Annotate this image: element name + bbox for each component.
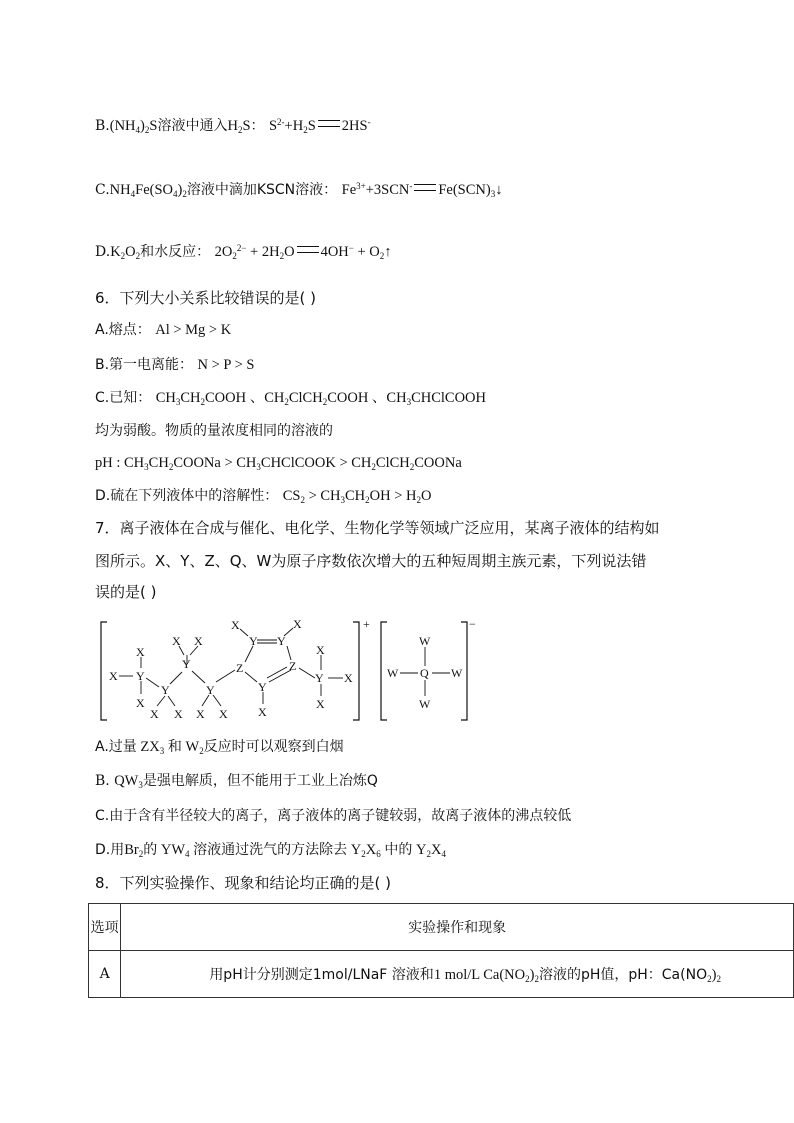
option-text: 反应时可以观察到白烟: [203, 739, 344, 755]
option-text: 是强电解质，但不能用于工业上冶炼Q: [142, 773, 378, 789]
formula: N > P > S: [197, 357, 255, 373]
atom-z: Z: [289, 659, 297, 673]
ionic-liquid-structure: [95, 612, 495, 727]
atom-y: Y: [206, 683, 215, 697]
question-7-stem-1: 7．离子液体在合成与催化、电化学、生物化学等领域广泛应用，某离子液体的结构如: [95, 519, 660, 537]
option-text: C.已知：: [95, 390, 152, 406]
atom-y: Y: [136, 669, 145, 683]
option-label: C.: [95, 182, 110, 198]
option-text: A.过量: [95, 739, 137, 755]
option-6c-ph: pH : $CH_3CH_2COONa$ > $CH_3CHClCOOK$ > $CH_2ClCH_2COONa$: [95, 455, 462, 472]
ammonium-sulfide: $(NH_4)_2S$: [109, 118, 158, 135]
question-7-stem-3: 误的是( ): [95, 583, 157, 601]
option-7a: [95, 737, 344, 761]
atom-x: X: [150, 707, 159, 721]
atom-y: Y: [249, 634, 258, 648]
option-text: 和水反应：: [140, 244, 211, 260]
option-label: B.: [95, 118, 110, 134]
cell-text: 溶液的pH值，pH：Ca(NO: [538, 967, 708, 983]
atom-x: X: [196, 707, 205, 721]
atom-x: X: [344, 671, 353, 685]
cell-subscript: $_2)_2$: [525, 967, 539, 984]
option-6b: [95, 355, 254, 375]
atom-y: Y: [258, 680, 267, 694]
option-text: 和: [167, 739, 182, 755]
table-cell-text: [121, 951, 794, 998]
option-7b: [95, 771, 378, 795]
option-7d: [95, 840, 446, 864]
cell-text: 用pH计分别测定1mol/LNaF 溶液和: [209, 967, 434, 983]
option-6c-tail: 均为弱酸。物质的量浓度相同的溶液的: [95, 423, 333, 439]
ammonium-iron-sulfate: $NH_4Fe(SO_4)_2$: [109, 182, 187, 199]
formula: $Br_2$: [124, 842, 144, 859]
option-6a: [95, 320, 231, 340]
atom-x: X: [231, 618, 240, 632]
atom-x: X: [316, 643, 325, 657]
atom-q: Q: [420, 666, 429, 680]
option-text: A.熔点：: [95, 322, 151, 338]
cation-charge: +: [363, 617, 370, 631]
atom-y: Y: [277, 634, 286, 648]
option-5d: [95, 238, 392, 266]
equation-d: $2O_2^{2-} + 2H_2O$ $4OH^- + O_2↑$: [214, 243, 392, 261]
option-label: D.: [95, 244, 111, 260]
option-5c: [95, 176, 502, 204]
option-text: D.硫在下列液体中的溶解性：: [95, 488, 279, 504]
formula: $CH_3CH_2COOH$ 、$CH_2ClCH_2COOH$ 、$CH_3CHClCOOH$: [155, 390, 486, 407]
question-6-stem: 6．下列大小关系比较错误的是( ): [95, 289, 317, 307]
option-text: 中的: [384, 842, 413, 858]
atom-x: X: [136, 696, 145, 710]
option-text: 溶液中通入: [157, 118, 228, 134]
option-text: 溶液中滴加KSCN溶液：: [186, 182, 338, 198]
option-text: D.用: [95, 842, 125, 858]
potassium-peroxide: $K_2O_2$: [110, 244, 141, 261]
formula: $ZX_3$: [136, 739, 165, 756]
atom-x: X: [136, 645, 145, 659]
equation-b: $S^{2-}+H_2S$ 2HS-: [268, 117, 371, 135]
option-text: B.第一电离能：: [95, 357, 194, 373]
colon: ：: [250, 118, 265, 134]
option-text: 溶液通过洗气的方法除去: [193, 842, 348, 858]
experiment-table: [88, 903, 794, 998]
atom-x: X: [109, 669, 118, 683]
formula: Al > Mg > K: [155, 322, 232, 338]
option-6d: [95, 486, 432, 510]
option-text: 的: [143, 842, 158, 858]
formula: $Y_2X_4$: [412, 842, 446, 859]
table-header: 实验操作和现象: [121, 904, 794, 951]
option-5b: [95, 112, 371, 140]
atom-y: Y: [315, 671, 324, 685]
formula: $QW_3$: [114, 773, 143, 790]
atom-labels: [109, 617, 463, 721]
formula: $Y_2X_6$: [347, 842, 381, 859]
bracket-right: [353, 622, 359, 720]
atom-w: W: [419, 697, 431, 711]
equation-c: $Fe^{3+}+3SCN^-$ $Fe(SCN)_3↓$: [341, 181, 503, 199]
option-6c: [95, 388, 486, 412]
table-header: 选项: [89, 904, 121, 951]
atom-x: X: [316, 697, 325, 711]
h2s: $H_2S$: [227, 118, 251, 135]
table-cell-option: A: [89, 951, 121, 998]
atom-z: Z: [236, 661, 244, 675]
atom-y: Y: [161, 683, 170, 697]
option-label: B.: [95, 773, 110, 789]
question-7-stem-2: 图所示。X、Y、Z、Q、W为原子序数依次增大的五种短周期主族元素，下列说法错: [95, 552, 647, 570]
option-7c: C.由于含有半径较大的离子，离子液体的离子键较弱，故离子液体的沸点较低: [95, 808, 572, 824]
cell-text: 1 mol/L Ca(NO: [433, 967, 526, 983]
atom-x: X: [219, 707, 228, 721]
atom-x: X: [174, 707, 183, 721]
atom-x: X: [172, 634, 181, 648]
atom-w: W: [419, 634, 431, 648]
cell-subscript: $_2)_2$: [707, 967, 721, 984]
formula: $YW_4$: [157, 842, 190, 859]
bracket-left: [101, 622, 107, 720]
formula: $W_2$: [181, 739, 204, 756]
atom-x: X: [293, 617, 302, 631]
table-header-row: [89, 904, 794, 951]
atom-w: W: [387, 666, 399, 680]
atom-w: W: [451, 666, 463, 680]
table-row: [89, 951, 794, 998]
anion-charge: −: [469, 617, 476, 631]
atom-x: X: [194, 634, 203, 648]
atom-y: Y: [182, 657, 191, 671]
formula: $CS_2 > CH_3CH_2OH > H_2O$: [282, 488, 432, 505]
question-8-stem: 8．下列实验操作、现象和结论均正确的是( ): [95, 874, 392, 892]
atom-x: X: [258, 705, 267, 719]
